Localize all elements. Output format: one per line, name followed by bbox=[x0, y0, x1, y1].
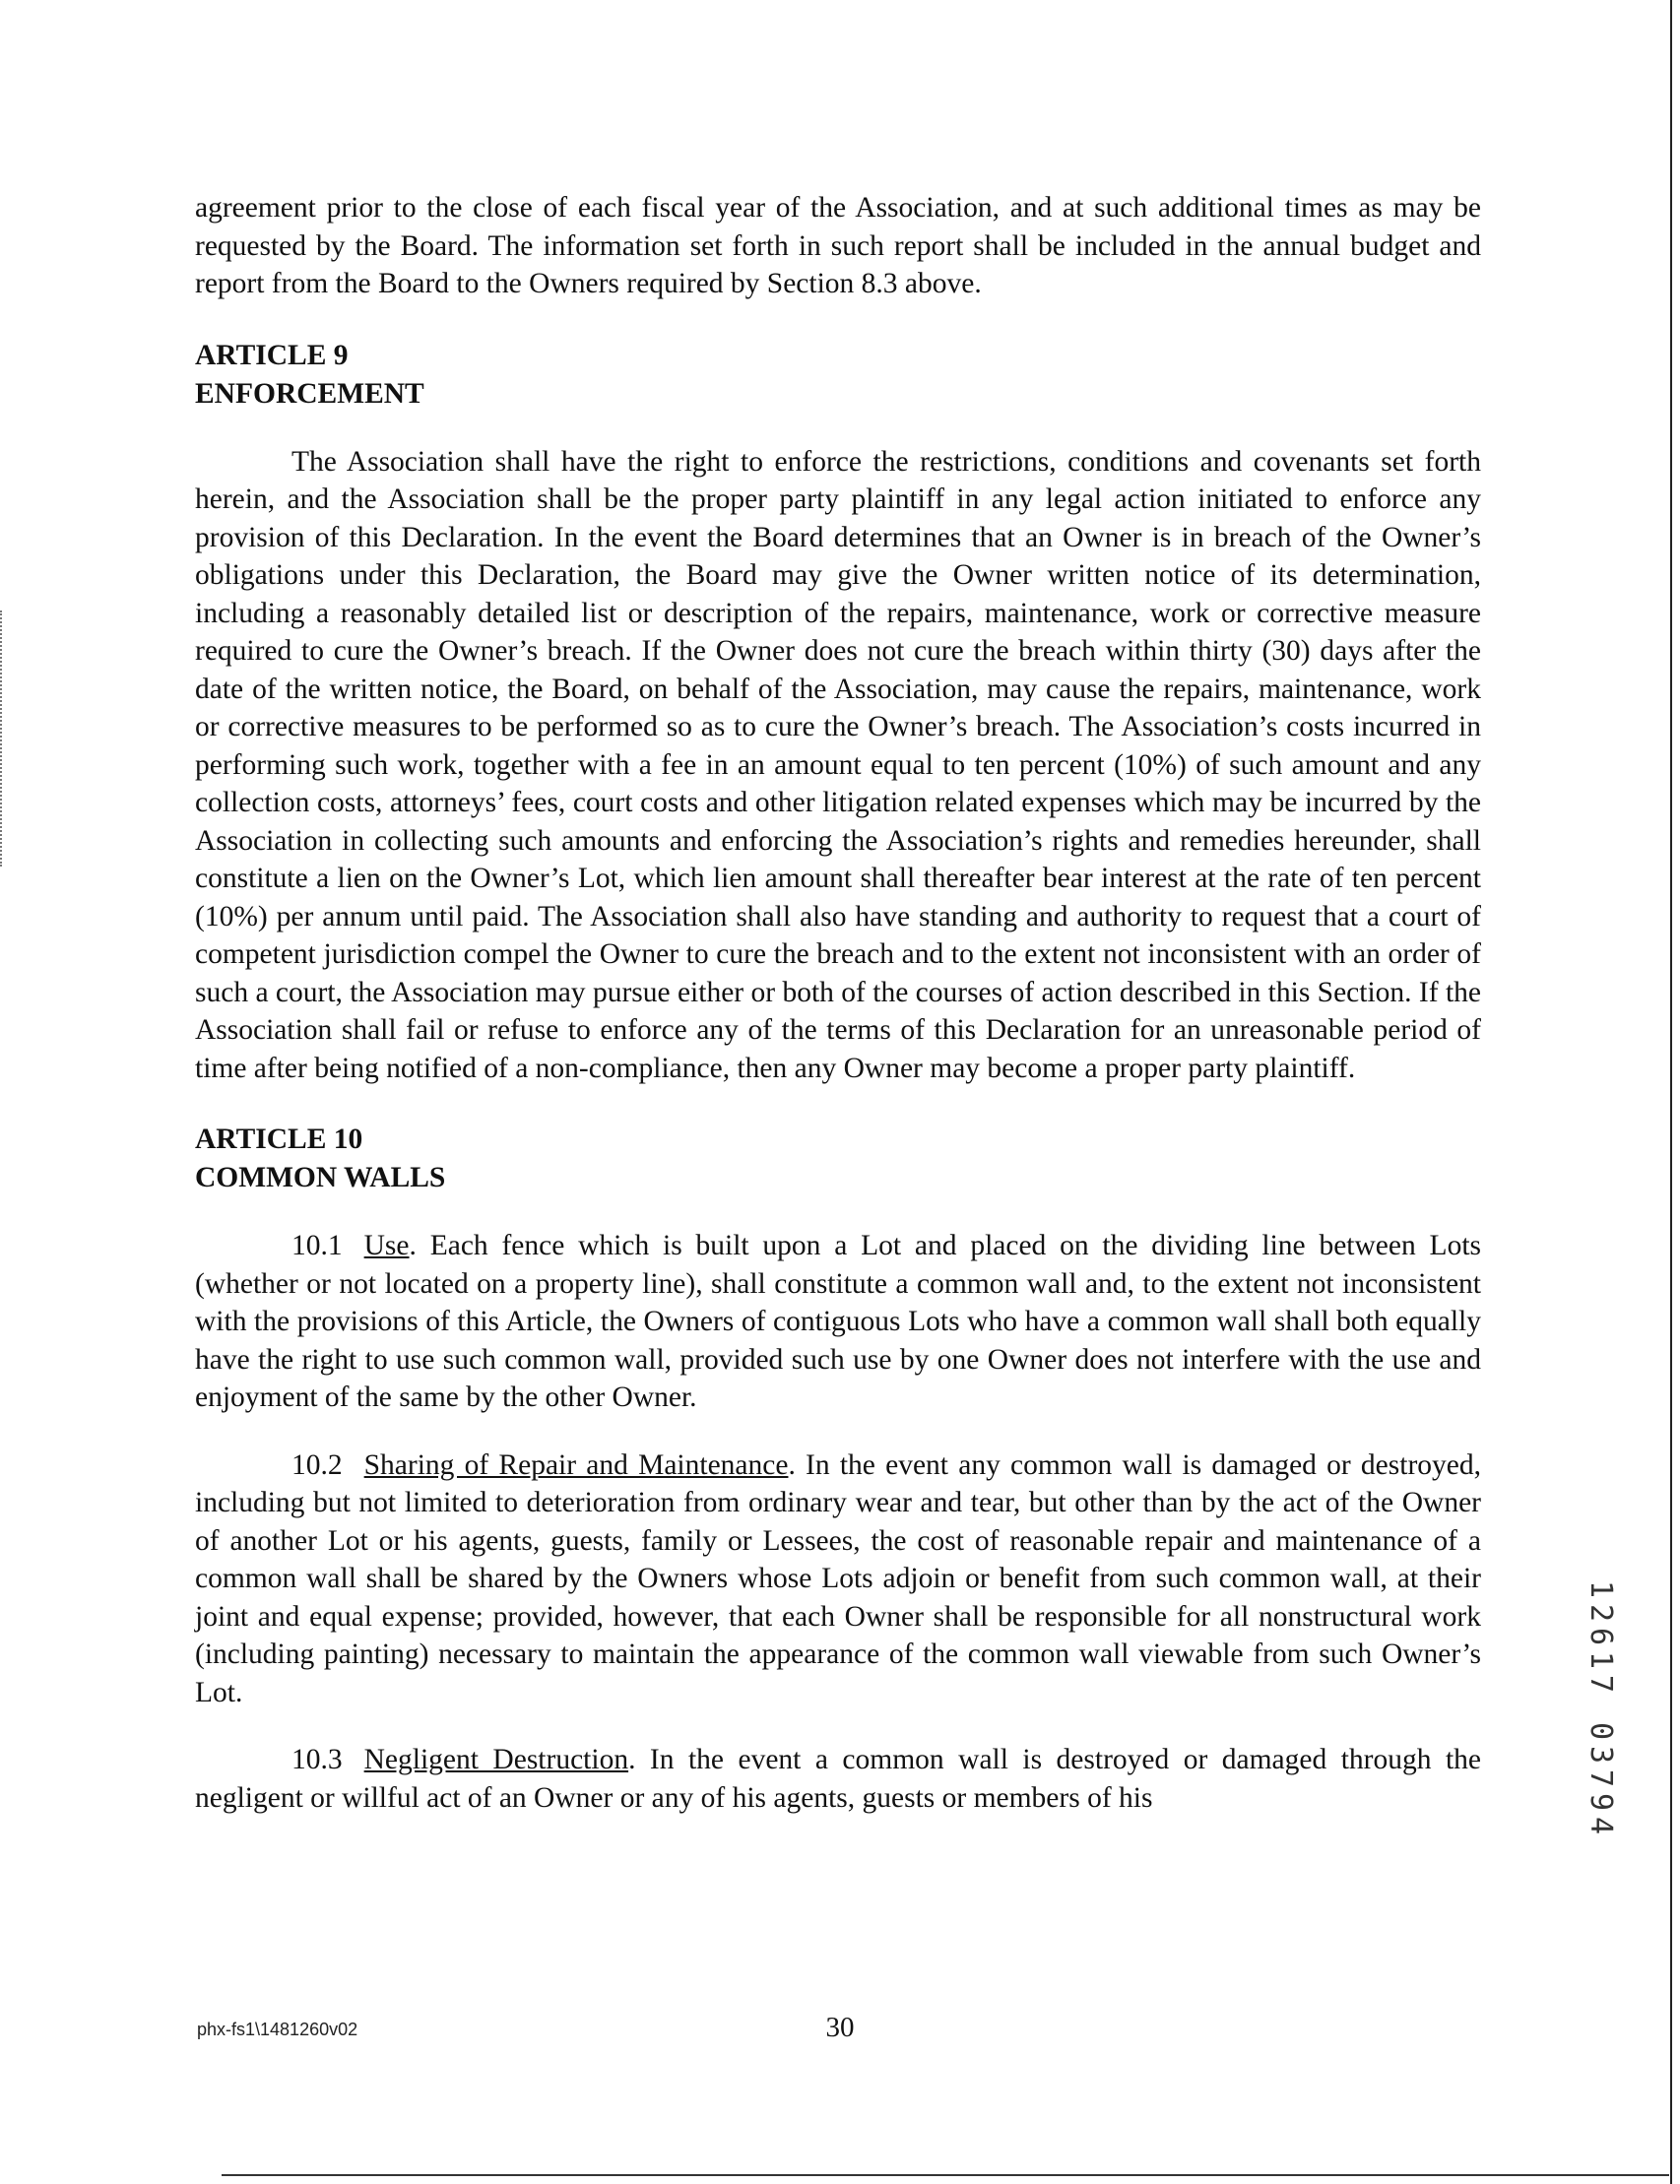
recording-number-stamp bbox=[1583, 1577, 1617, 1837]
article-10-title: COMMON WALLS bbox=[195, 1162, 446, 1193]
section-10-3 bbox=[195, 1741, 1481, 1817]
section-heading: Sharing of Repair and Maintenance bbox=[363, 1448, 789, 1481]
document-body bbox=[195, 189, 1481, 1817]
page-edge bbox=[1670, 0, 1672, 2184]
section-text: . Each fence which is built upon a Lot and placed on the dividing line between Lots (whether or not located on a property line), shall constitute a common wall and, to the extent not inconsistent with the provisions of this Article, the Owners of contiguous Lots who have a common wall shall both equally have the right to use such common wall, provided such use by one Owner does not interfere with the use and enjoyment of the same by the other Owner. bbox=[195, 1230, 1481, 1413]
stamp-digit: 4 bbox=[1583, 1816, 1618, 1835]
section-10-1 bbox=[195, 1227, 1481, 1417]
scan-bottom-edge bbox=[222, 2174, 1669, 2176]
stamp-digit: 3 bbox=[1583, 1745, 1618, 1765]
stamp-digit: 1 bbox=[1583, 1579, 1618, 1599]
article-10-heading bbox=[195, 1121, 1481, 1197]
stamp-digit: 7 bbox=[1583, 1674, 1618, 1694]
article-10-number: ARTICLE 10 bbox=[195, 1124, 363, 1155]
stamp-digit: 7 bbox=[1583, 1768, 1618, 1788]
stamp-digit: 9 bbox=[1583, 1792, 1618, 1812]
article-9-paragraph: The Association shall have the right to enforce the restrictions, conditions and covenants set forth herein, and the Association shall be the proper party plaintiff in any legal action initiated to enforce any provision of this Declaration. In the event the Board determines that an Owner is in breach of the Owner’s obligations under this Declaration, the Board may give the Owner written notice of its determination, including a reasonably detailed list or description of the repairs, maintenance, work or corrective measure required to cure the Owner’s breach. If the Owner does not cure the breach within thirty (30) days after the date of the written notice, the Board, on behalf of the Association, may cause the repairs, maintenance, work or corrective measures to be performed so as to cure the Owner’s breach. The Association’s costs incurred in performing such work, together with a fee in an amount equal to ten percent (10%) of such amount and any collection costs, attorneys’ fees, court costs and other litigation related expenses which may be incurred by the Association in collecting such amounts and enforcing the Association’s rights and remedies hereunder, shall constitute a lien on the Owner’s Lot, which lien amount shall thereafter bear interest at the rate of ten percent (10%) per annum until paid. The Association shall also have standing and authority to request that a court of competent jurisdiction compel the Owner to cure the breach and to the extent not inconsistent with an order of such a court, the Association may pursue either or both of the courses of action described in this Section. If the Association shall fail or refuse to enforce any of the terms of this Declaration for an unreasonable period of time after being notified of a non-compliance, then any Owner may become a proper party plaintiff. bbox=[195, 445, 1481, 1084]
section-10-2 bbox=[195, 1446, 1481, 1712]
article-9-title: ENFORCEMENT bbox=[195, 377, 424, 410]
stamp-digit: 2 bbox=[1583, 1603, 1618, 1623]
section-text: . In the event a common wall is destroyed or damaged through the negligent or willful act of an Owner or any of his agents, guests or members of his bbox=[195, 1744, 1482, 1814]
stamp-digit: 0 bbox=[1583, 1721, 1618, 1741]
section-number: 10.3 bbox=[291, 1744, 343, 1775]
section-heading: Negligent Destruction bbox=[363, 1744, 629, 1775]
page-number: 30 bbox=[825, 2012, 855, 2043]
scan-artifact bbox=[0, 610, 4, 867]
footer-document-id: phx-fs1\1481260v02 bbox=[197, 2020, 358, 2039]
section-text: . In the event any common wall is damaged or destroyed, including but not limited to deterioration from ordinary wear and tear, but other than by the act of the Owner of another Lot or his agents, guests, family or Lessees, the cost of reasonable repair and maintenance of a common wall shall be shared by the Owners whose Lots adjoin or benefit from such common wall, at their joint and equal expense; provided, however, that each Owner shall be responsible for all nonstructural work (including painting) necessary to maintain the appearance of the common wall viewable from such Owner’s Lot. bbox=[195, 1448, 1481, 1708]
stamp-digit: 6 bbox=[1583, 1627, 1618, 1646]
section-number: 10.1 bbox=[291, 1230, 343, 1261]
stamp-digit: 1 bbox=[1583, 1650, 1618, 1670]
section-number: 10.2 bbox=[291, 1448, 343, 1481]
article-9-number: ARTICLE 9 bbox=[195, 339, 349, 371]
section-heading: Use bbox=[363, 1230, 410, 1261]
article-9-heading bbox=[195, 337, 1481, 414]
opening-paragraph: agreement prior to the close of each fiscal year of the Association, and at such additional times as may be requested by the Board. The information set forth in such report shall be included in the annual budget and report from the Board to the Owners required by Section 8.3 above. bbox=[195, 192, 1481, 299]
